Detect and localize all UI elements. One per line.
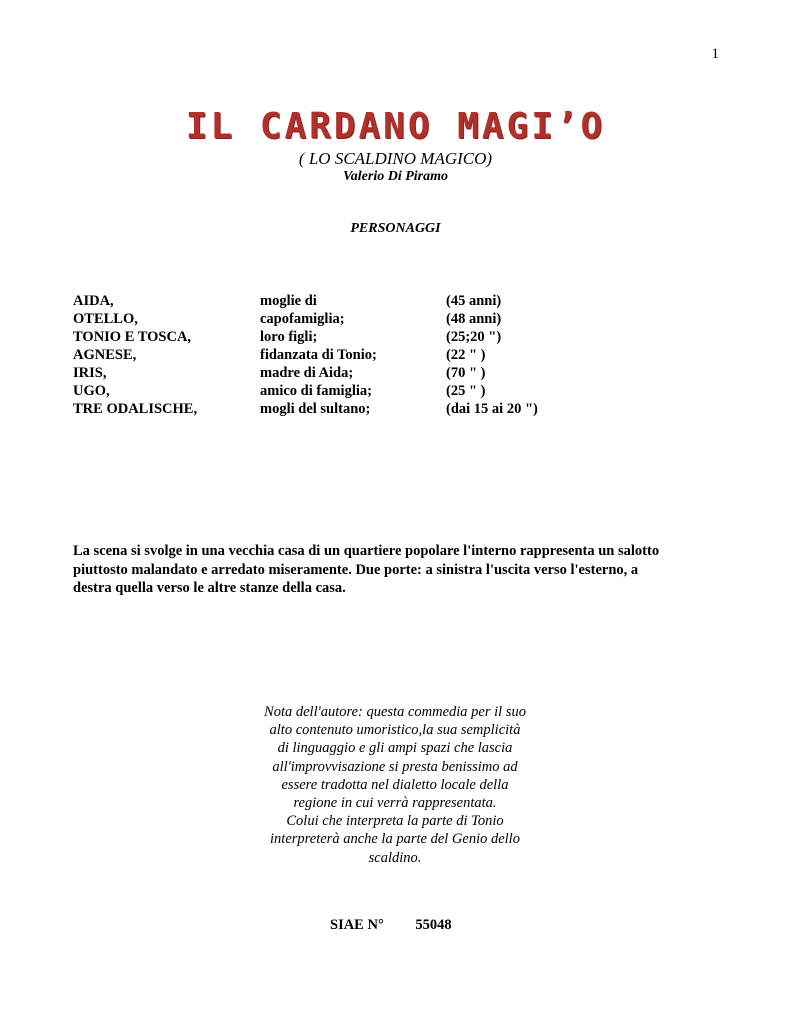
cast-row bbox=[73, 400, 633, 418]
character-age: (25 " ) bbox=[446, 383, 486, 399]
cast-row bbox=[73, 382, 633, 400]
document-title: IL CARDANO MAGI’O bbox=[185, 106, 606, 147]
character-role: madre di Aida; bbox=[260, 365, 354, 381]
character-age: (48 anni) bbox=[446, 311, 502, 327]
cast-row bbox=[73, 346, 633, 364]
character-role: moglie di bbox=[260, 293, 317, 309]
character-name: UGO, bbox=[73, 383, 110, 399]
cast-row bbox=[73, 292, 633, 310]
character-role: capofamiglia; bbox=[260, 311, 345, 327]
siae-registration bbox=[330, 917, 452, 934]
character-age: (22 " ) bbox=[446, 347, 486, 363]
character-role: fidanzata di Tonio; bbox=[260, 347, 377, 363]
siae-number: 55048 bbox=[415, 917, 452, 933]
characters-heading: PERSONAGGI bbox=[350, 221, 441, 236]
character-age: (25;20 ") bbox=[446, 329, 502, 345]
character-age: (45 anni) bbox=[446, 293, 502, 309]
cast-row bbox=[73, 364, 633, 382]
character-name: TRE ODALISCHE, bbox=[73, 401, 198, 417]
cast-row bbox=[73, 328, 633, 346]
document-subtitle: ( LO SCALDINO MAGICO) bbox=[298, 149, 493, 168]
character-name: IRIS, bbox=[73, 365, 107, 381]
cast-list bbox=[73, 292, 633, 418]
page-number: 1 bbox=[711, 46, 719, 62]
character-role: loro figli; bbox=[260, 329, 318, 345]
author-note: Nota dell'autore: questa commedia per il suo alto contenuto umoristico,la sua semplicità di linguaggio e gli ampi spazi che lascia all'improvvisazione si presta benissimo ad essere tradotta nel dialetto locale della regione in cui verrà rappresentata. Colui che interpreta la parte di Tonio interpreterà anche la parte del Genio dello scaldino. bbox=[264, 704, 526, 866]
scene-description: La scena si svolge in una vecchia casa di un quartiere popolare l'interno rappresenta un salotto piuttosto malandato e arredato miseramente. Due porte: a sinistra l'uscita verso l'esterno, a destra quella verso le altre stanze della casa. bbox=[73, 543, 660, 596]
character-name: AIDA, bbox=[73, 293, 114, 309]
character-age: (dai 15 ai 20 ") bbox=[446, 401, 538, 417]
siae-label: SIAE N° bbox=[330, 917, 384, 933]
character-name: TONIO E TOSCA, bbox=[73, 329, 192, 345]
character-age: (70 " ) bbox=[446, 365, 486, 381]
character-role: amico di famiglia; bbox=[260, 383, 372, 399]
character-name: AGNESE, bbox=[73, 347, 137, 363]
character-role: mogli del sultano; bbox=[260, 401, 371, 417]
cast-row bbox=[73, 310, 633, 328]
author-name: Valerio Di Piramo bbox=[342, 169, 448, 184]
character-name: OTELLO, bbox=[73, 311, 138, 327]
